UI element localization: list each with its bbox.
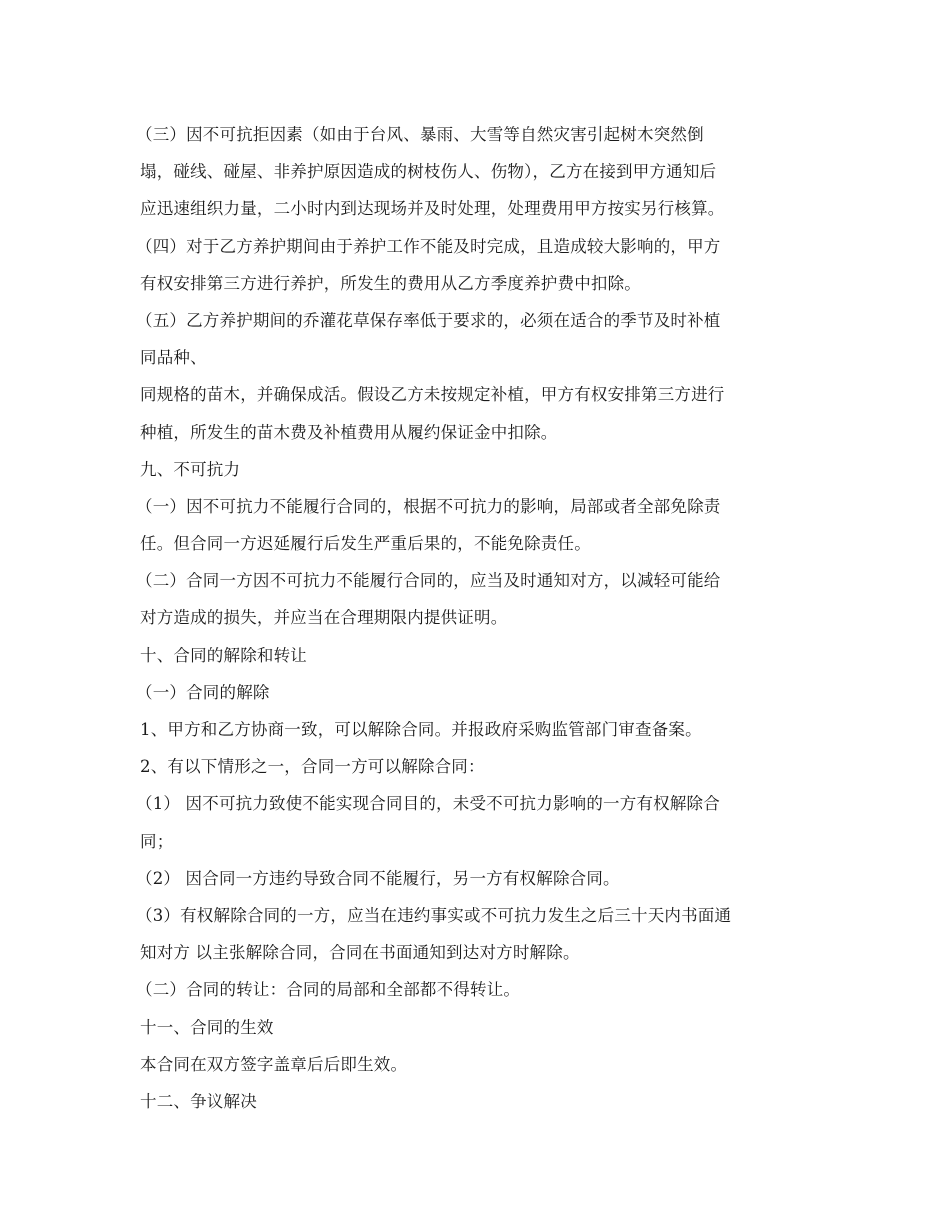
text-line: 同品种、 <box>140 348 207 368</box>
text-line: （三）因不可抗拒因素（如由于台风、暴雨、大雪等自然灾害引起树木突然倒 <box>136 125 704 144</box>
section-heading: 九、不可抗力 <box>140 459 241 479</box>
section-heading: 十一、合同的生效 <box>140 1017 274 1037</box>
text-line: 2、有以下情形之一，合同一方可以解除合同： <box>140 757 485 777</box>
section-heading: 十二、争议解决 <box>140 1091 257 1111</box>
text-line: （1） 因不可抗力致使不能实现合同目的，未受不可抗力影响的一方有权解除合 <box>136 794 720 814</box>
subsection-heading: （一）合同的解除 <box>136 682 270 702</box>
section-heading: 十、合同的解除和转让 <box>140 645 307 665</box>
text-line: 种植，所发生的苗木费及补植费用从履约保证金中扣除。 <box>140 422 558 442</box>
subsection-heading: （二）合同的转让：合同的局部和全部都不得转让。 <box>136 980 521 1000</box>
text-line: （二）合同一方因不可抗力不能履行合同的，应当及时通知对方，以减轻可能给 <box>136 571 721 591</box>
text-line: 对方造成的损失，并应当在合理期限内提供证明。 <box>140 608 508 628</box>
text-line: 应迅速组织力量，二小时内到达现场并及时处理，处理费用甲方按实另行核算。 <box>140 199 725 219</box>
text-line: （五）乙方养护期间的乔灌花草保存率低于要求的，必须在适合的季节及时补植 <box>136 310 721 330</box>
text-line: 同规格的苗木，并确保成活。假设乙方未按规定补植，甲方有权安排第三方进行 <box>140 385 725 405</box>
text-line: 同； <box>140 831 174 851</box>
text-line: （3）有权解除合同的一方，应当在违约事实或不可抗力发生之后三十天内书面通 <box>136 905 732 925</box>
text-line: （2） 因合同一方违约导致合同不能履行，另一方有权解除合同。 <box>136 868 620 888</box>
text-line: 本合同在双方签字盖章后后即生效。 <box>140 1054 408 1074</box>
text-line: （一）因不可抗力不能履行合同的，根据不可抗力的影响，局部或者全部免除责 <box>136 496 721 516</box>
text-line: 知对方 以主张解除合同，合同在书面通知到达对方时解除。 <box>140 943 580 963</box>
text-line: 有权安排第三方进行养护，所发生的费用从乙方季度养护费中扣除。 <box>140 273 641 293</box>
text-line: 1、甲方和乙方协商一致，可以解除合同。并报政府采购监管部门审查备案。 <box>140 720 702 739</box>
text-line: （四）对于乙方养护期间由于养护工作不能及时完成，且造成较大影响的，甲方 <box>136 236 721 256</box>
text-line: 塌，碰线、碰屋、非养护原因造成的树枝伤人、伤物），乙方在接到甲方通知后 <box>140 162 717 182</box>
text-line: 任。但合同一方迟延履行后发生严重后果的，不能免除责任。 <box>140 534 591 554</box>
